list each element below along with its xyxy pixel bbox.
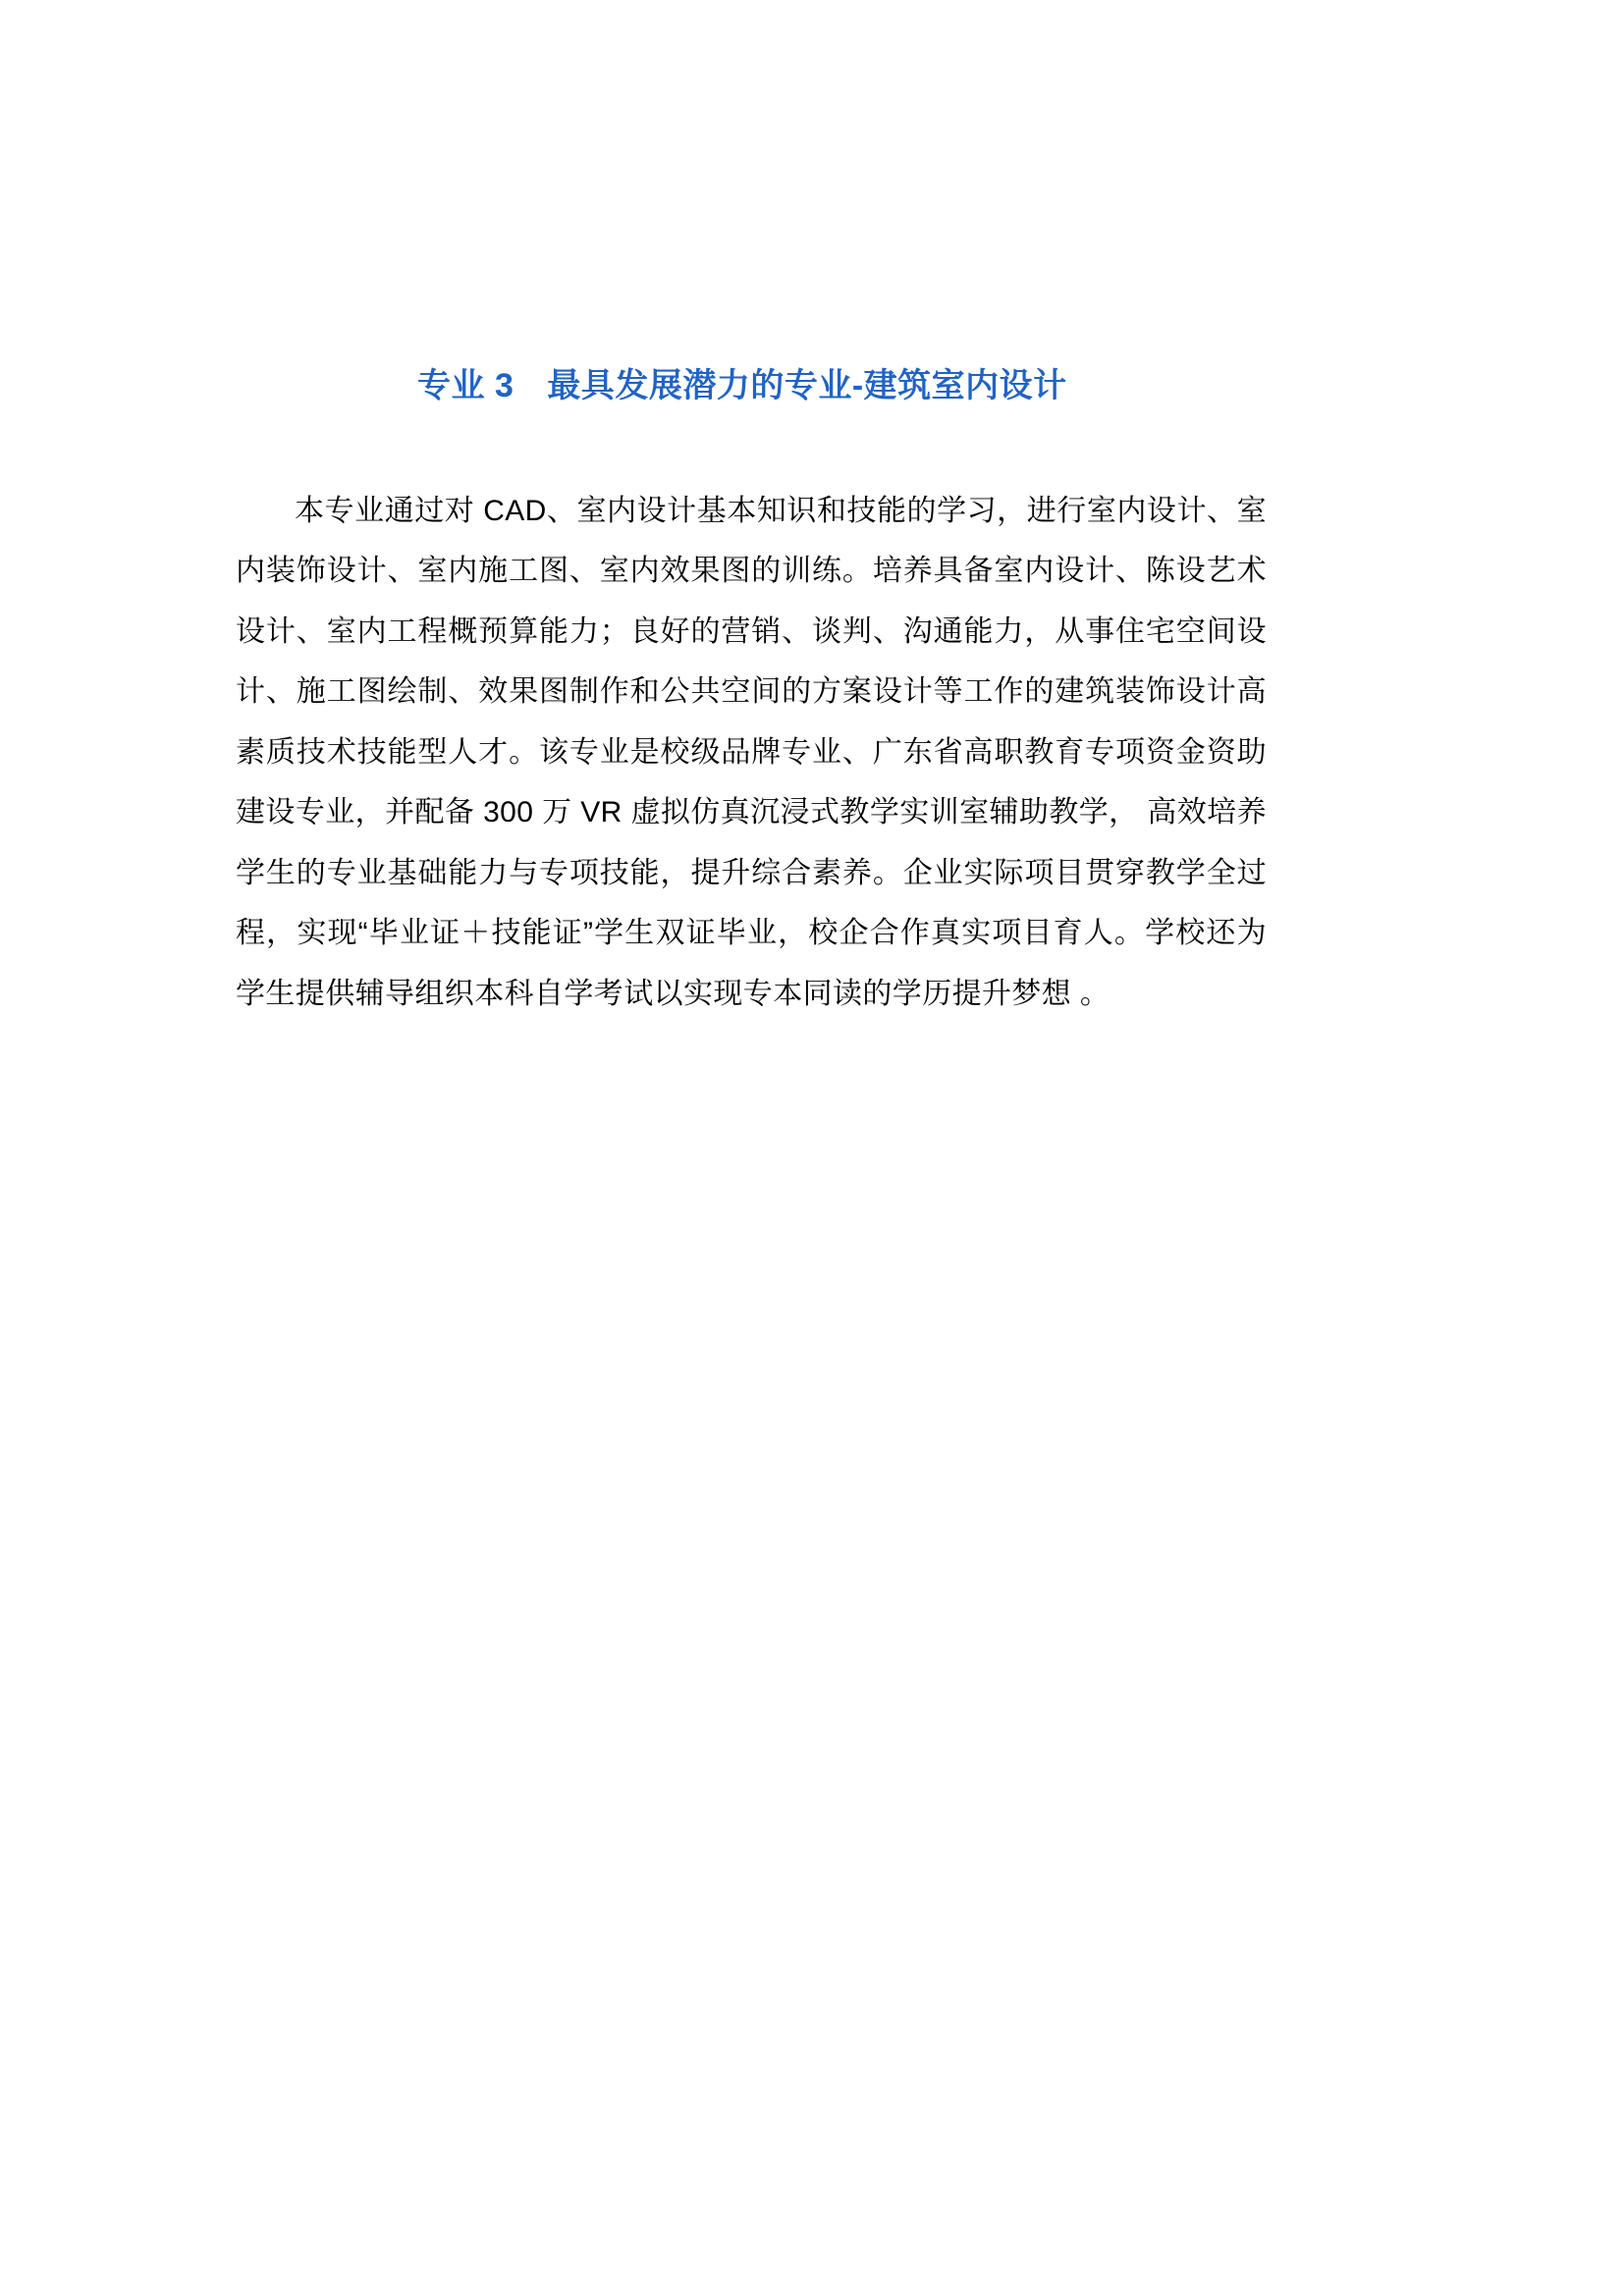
heading-title: 最具发展潜力的专业-建筑室内设计 [547,367,1067,404]
heading-prefix: 专业 3 [417,367,514,404]
page-content [236,0,1394,1053]
body-paragraph: 本专业通过对 CAD、室内设计基本知识和技能的学习，进行室内设计、室内装饰设计、室内施工图、室内效果图的训练。培养具备室内设计、陈设艺术设计、室内工程概预算能力；良好的营销、谈判、沟通能力，从事住宅空间设计、施工图绘制、效果图制作和公共空间的方案设计等工作的建筑装饰设计高素质技术技能型人才。该专业是校级品牌专业、广东省高职教育专项资金资助建设专业，并配备 300 万 VR 虚拟仿真沉浸式教学实训室辅助教学， 高效培养学生的专业基础能力与专项技能，提升综合素养。企业实际项目贯穿教学全过程，实现“毕业证＋技能证”学生双证毕业，校企合作真实项目育人。学校还为学生提供辅导组织本科自学考试以实现专本同读的学历提升梦想 。 [236,494,1267,1010]
page-title [417,363,1394,410]
